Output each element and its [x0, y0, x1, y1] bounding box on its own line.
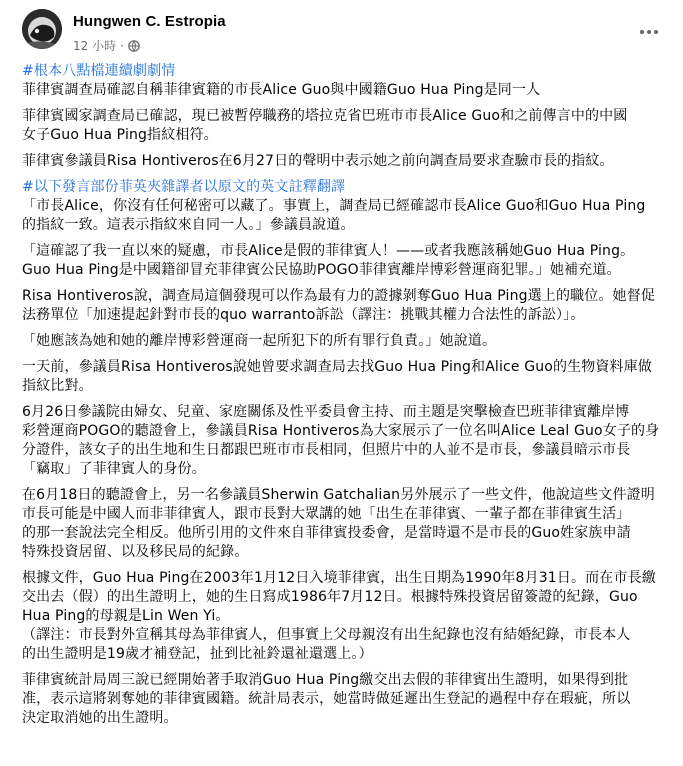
paragraph-line: 的那一套說法完全相反。他所引用的文件來自菲律賓投委會，是當時還不是市長的Guo姓家族申請 [22, 525, 631, 541]
paragraph [22, 403, 669, 479]
paragraph-line: 指紋比對。 [22, 378, 93, 394]
paragraph-line: 「這確認了我一直以來的疑慮，市長Alice是假的菲律賓人！——或者我應該稱她Guo Hua Ping。 [22, 243, 635, 259]
globe-icon[interactable] [128, 40, 140, 52]
paragraph [22, 569, 669, 664]
hashtag-link[interactable]: #以下發言部份菲英夾雜譯者以原文的英文註釋翻譯 [22, 179, 346, 195]
paragraph [22, 486, 669, 562]
paragraph-line: Risa Hontiveros說，調查局這個發現可以作為最有力的證據剝奪Guo Hua Ping選上的職位。她督促 [22, 288, 655, 304]
paragraph-line: 菲律賓國家調查局已確認，現已被暫停職務的塔拉克省巴班市市長Alice Guo和之前傳言中的中國 [22, 108, 628, 124]
paragraph-line: 市長可能是中國人而非菲律賓人，跟市長對大眾講的她「出生在菲律賓、一輩子都在菲律賓生活」 [22, 506, 631, 522]
paragraph-line: 菲律賓調查局確認自稱菲律賓籍的市長Alice Guo與中國籍Guo Hua Ping是同一人 [22, 82, 541, 98]
paragraph-line: 准，表示這將剝奪她的菲律賓國籍。統計局表示，她當時做延遲出生登記的過程中存在瑕疵，所以 [22, 691, 631, 707]
post-body [22, 62, 669, 728]
paragraph-line: 一天前，參議員Risa Hontiveros說她曾要求調查局去找Guo Hua Ping和Alice Guo的生物資料庫做 [22, 359, 652, 375]
paragraph [22, 358, 669, 396]
paragraph [22, 671, 669, 728]
paragraph [22, 242, 669, 280]
paragraph-line: 彩營運商POGO的聽證會上，參議員Risa Hontiveros為大家展示了一位名叫Alice Leal Guo女子的身 [22, 423, 660, 439]
hashtag-line-2 [22, 178, 669, 235]
paragraph-line: 的出生證明是19歲才補登記，扯到比祉鈴還祉還選上。） [22, 646, 373, 662]
paragraph-line: 交出去（假）的出生證明上，她的生日寫成1986年7月12日。根據特殊投資居留簽證的紀錄，Guo [22, 589, 638, 605]
paragraph-line: 「竊取」了菲律賓人的身份。 [22, 461, 206, 477]
paragraph-line: 決定取消她的出生證明。 [22, 710, 178, 726]
paragraph-line: 在6月18日的聽證會上，另一名參議員Sherwin Gatchalian另外展示了一些文件，他說這些文件證明 [22, 487, 655, 503]
paragraph-line: 女子Guo Hua Ping指紋相符。 [22, 127, 218, 143]
paragraph [22, 107, 669, 145]
hashtag-line-1 [22, 62, 669, 100]
paragraph-line: Hua Ping的母親是Lin Wen Yi。 [22, 608, 230, 624]
post-meta [73, 37, 140, 54]
paragraph-line: 分證件，該女子的出生地和生日都跟巴班市市長相同，但照片中的人並不是市長，參議員暗示市長 [22, 442, 631, 458]
meta-separator: · [120, 38, 124, 53]
paragraph-line: 根據文件，Guo Hua Ping在2003年1月12日入境菲律賓，出生日期為1990年8月31日。而在市長繳 [22, 570, 656, 586]
more-options-icon[interactable] [631, 14, 667, 50]
paragraph-line: Guo Hua Ping是中國籍卻冒充菲律賓公民協助POGO菲律賓離岸博彩營運商犯罪。」她補充道。 [22, 262, 621, 278]
paragraph-line: 菲律賓統計局周三說已經開始著手取消Guo Hua Ping繳交出去假的菲律賓出生證明，如果得到批 [22, 672, 629, 688]
paragraph-line: （譯注：市長對外宣稱其母為菲律賓人，但事實上父母親沒有出生紀錄也沒有結婚紀錄，市長本人 [22, 627, 631, 643]
paragraph-line: 6月26日參議院由婦女、兒童、家庭關係及性平委員會主持、而主題是突擊檢查巴班菲律賓離岸博 [22, 404, 630, 420]
paragraph-line: 「她應該為她和她的離岸博彩營運商一起所犯下的所有罪行負責。」她說道。 [22, 333, 497, 349]
author-name[interactable]: Hungwen C. Estropia [73, 13, 226, 30]
paragraph-line: 「市長Alice，你沒有任何秘密可以藏了。事實上，調查局已經確認市長Alice Guo和Guo Hua Ping [22, 198, 646, 214]
paragraph-line: 特殊投資居留、以及移民局的紀錄。 [22, 544, 249, 560]
post-header [22, 0, 669, 62]
paragraph [22, 287, 669, 325]
hashtag-link[interactable]: #根本八點檔連續劇劇情 [22, 63, 176, 79]
paragraph-line: 菲律賓參議員Risa Hontiveros在6月27日的聲明中表示她之前向調查局要求查驗市長的指紋。 [22, 153, 614, 169]
avatar[interactable] [22, 9, 62, 49]
paragraph [22, 152, 669, 171]
paragraph [22, 332, 669, 351]
avatar-image [22, 9, 62, 49]
paragraph-line: 法務單位「加速提起針對市長的quo warranto訴訟（譯注：挑戰其權力合法性的訴訟）」。 [22, 307, 585, 323]
post-timestamp[interactable]: 12 小時 [73, 39, 117, 53]
paragraph-line: 的指紋一致。這表示指紋來自同一人。」參議員說道。 [22, 217, 355, 233]
